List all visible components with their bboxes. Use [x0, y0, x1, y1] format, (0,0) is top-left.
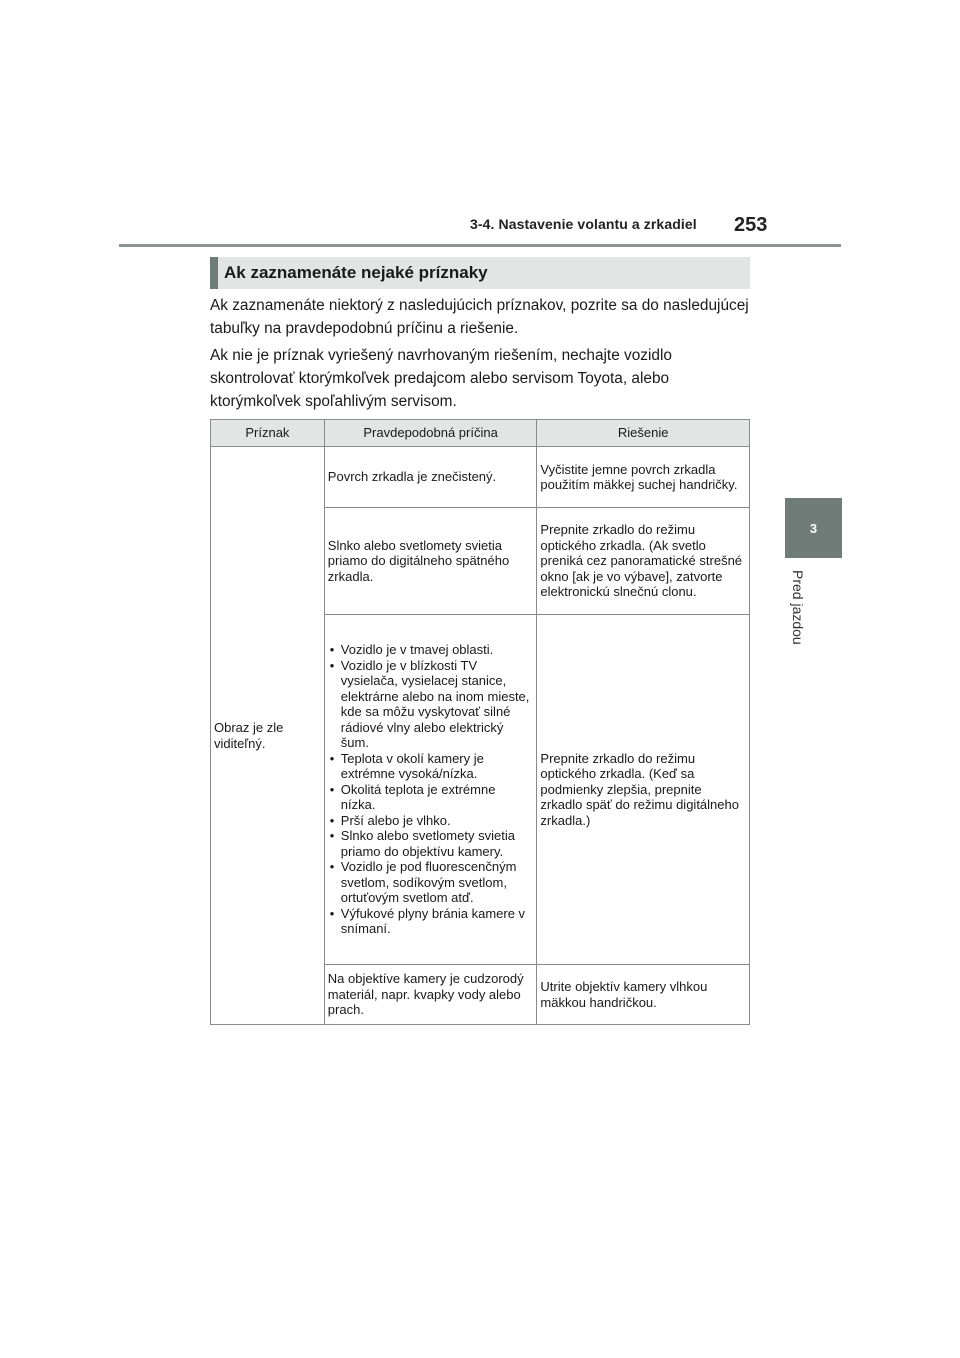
header-divider — [119, 244, 841, 247]
cause-cell: Slnko alebo svetlomety svietia priamo do digitálneho spätného zrkadla. — [324, 508, 537, 615]
list-item: • Vozidlo je pod fluorescenčným svetlom, sodíkovým svetlom, ortuťovým svetlom atď. — [328, 859, 534, 906]
list-item: • Výfukové plyny bránia kamere v snímaní. — [328, 906, 534, 937]
header-symptom: Príznak — [211, 420, 325, 447]
solution-cell: Prepnite zrkadlo do režimu optického zrkadla. (Keď sa podmienky zlepšia, prepnite zrkadlo späť do režimu digitálneho zrkadla.) — [537, 615, 750, 965]
header-cause: Pravdepodobná príčina — [324, 420, 537, 447]
solution-cell: Vyčistite jemne povrch zrkadla použitím mäkkej suchej handričky. — [537, 447, 750, 508]
cause-list — [328, 642, 534, 937]
chapter-tab — [785, 498, 842, 558]
list-item: • Vozidlo je v tmavej oblasti. — [328, 642, 534, 658]
cause-cell: Povrch zrkadla je znečistený. — [324, 447, 537, 508]
chapter-title: Pred jazdou — [790, 570, 806, 645]
section-heading: Ak zaznamenáte nejaké príznaky — [210, 257, 750, 289]
chapter-number: 3 — [809, 520, 818, 536]
list-item: • Okolitá teplota je extrémne nízka. — [328, 782, 534, 813]
cause-cell: Na objektíve kamery je cudzorodý materiál, napr. kvapky vody alebo prach. — [324, 965, 537, 1025]
list-item: • Vozidlo je v blízkosti TV vysielača, vysielacej stanice, elektrárne alebo na inom mieste, kde sa môžu vyskytovať silné rádiové vlny alebo elektrický šum. — [328, 658, 534, 751]
list-item: • Teplota v okolí kamery je extrémne vysoká/nízka. — [328, 751, 534, 782]
table-header-row — [211, 420, 750, 447]
symptom-table — [210, 419, 750, 1025]
symptom-cell: Obraz je zle viditeľný. — [211, 447, 325, 1025]
list-item: • Prší alebo je vlhko. — [328, 813, 534, 829]
intro-paragraph-service: Ak nie je príznak vyriešený navrhovaným riešením, nechajte vozidlo skontrolovať ktorýmkoľvek predajcom alebo servisom Toyota, alebo ktorýmkoľvek spoľahlivým servisom. — [210, 347, 672, 410]
header-solution: Riešenie — [537, 420, 750, 447]
page-number: 253 — [734, 214, 768, 236]
cause-cell — [324, 615, 537, 965]
list-item: • Slnko alebo svetlomety svietia priamo do objektívu kamery. — [328, 828, 534, 859]
intro-paragraph: Ak zaznamenáte niektorý z nasledujúcich príznakov, pozrite sa do nasledujúcej tabuľky na pravdepodobnú príčinu a riešenie. — [210, 297, 749, 337]
running-header-title: 3-4. Nastavenie volantu a zrkadiel — [470, 216, 697, 232]
solution-cell: Prepnite zrkadlo do režimu optického zrkadla. (Ak svetlo preniká cez panoramatické strešné okno [ak je vo výbave], zatvorte elektronickú slnečnú clonu. — [537, 508, 750, 615]
table-row — [211, 447, 750, 508]
solution-cell: Utrite objektív kamery vlhkou mäkkou handričkou. — [537, 965, 750, 1025]
